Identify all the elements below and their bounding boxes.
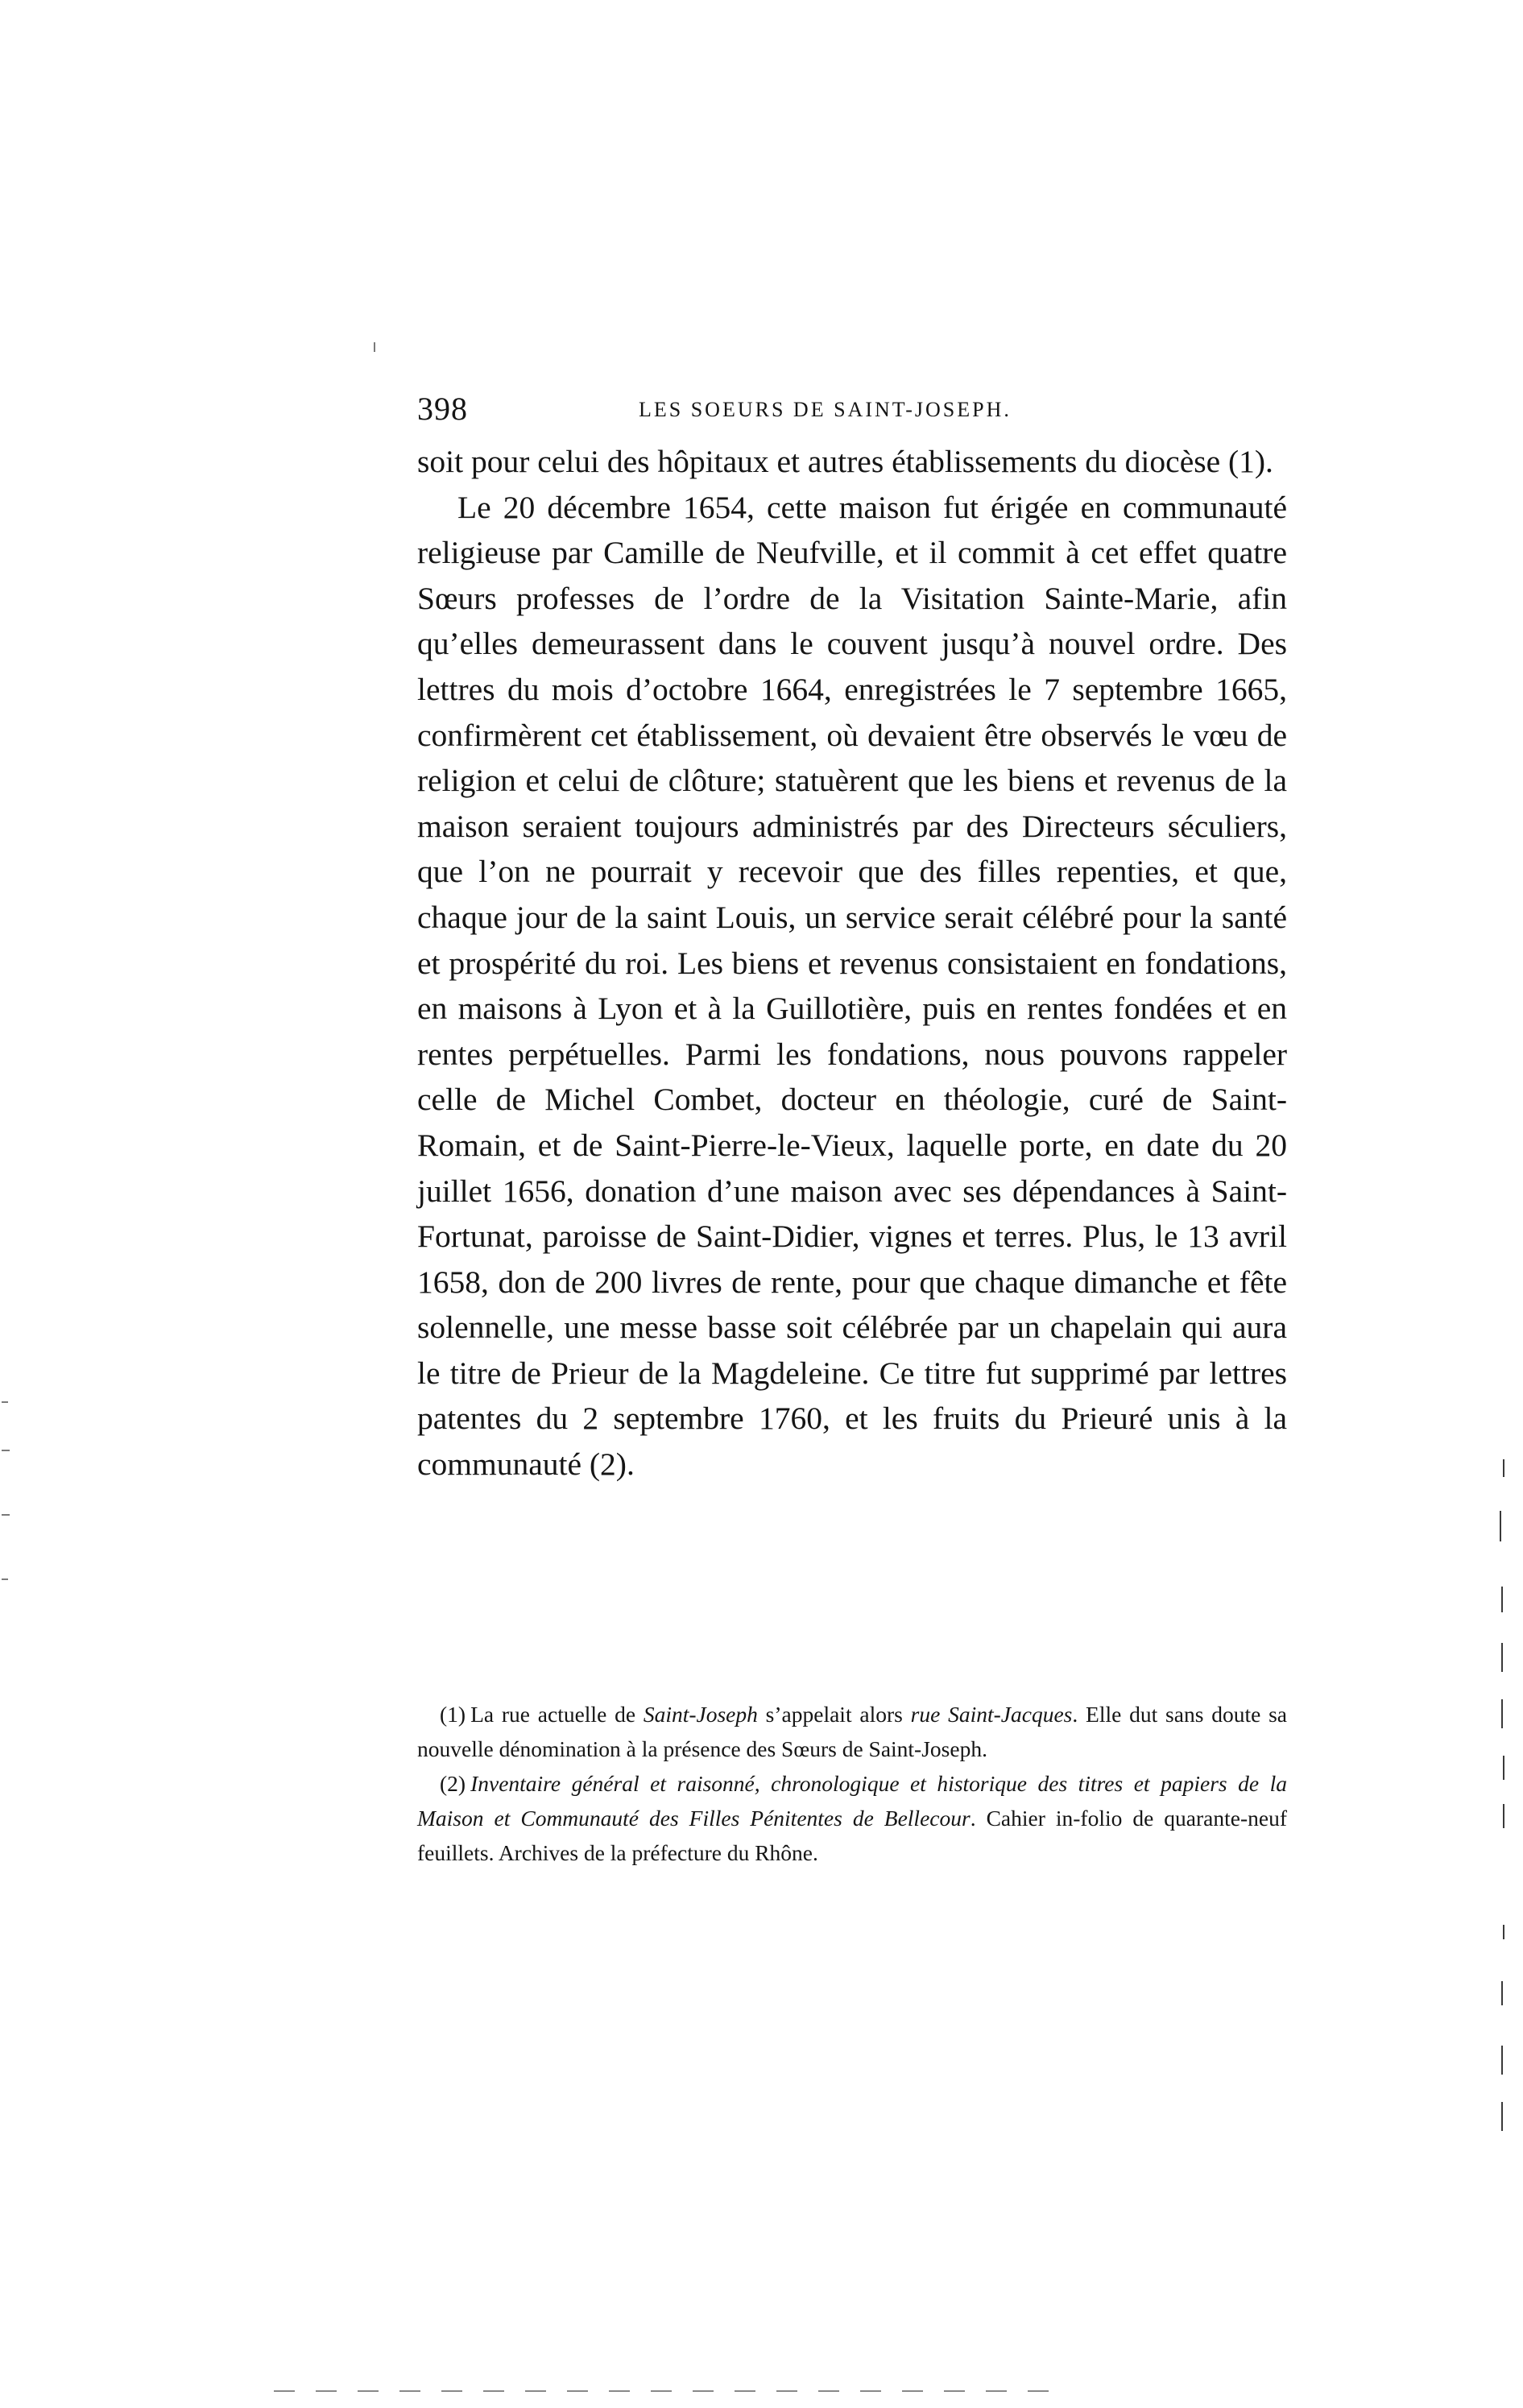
scan-margin-mark — [1503, 1756, 1504, 1780]
paragraph-continued: soit pour celui des hôpitaux et autres établissements du diocèse (1). — [417, 444, 1273, 479]
footnote-1 — [417, 1697, 1287, 1766]
scan-edge-mark — [2, 1514, 10, 1516]
running-title: LES SOEURS DE SAINT-JOSEPH. — [639, 398, 1012, 421]
footnote-text: . Elle dut sans doute sa nouvelle dénomination à la présence des Sœurs de Saint-Joseph. — [417, 1702, 1287, 1761]
scan-margin-mark — [1501, 1699, 1503, 1728]
scan-margin-mark — [1503, 1459, 1504, 1477]
scan-margin-mark — [1501, 2102, 1503, 2131]
scan-margin-mark — [1500, 1511, 1501, 1541]
footnote-text: . Cahier in-folio de quarante-neuf feuillets. Archives de la préfecture du Rhône. — [417, 1806, 1287, 1865]
footnote-marker: (1) — [440, 1702, 466, 1727]
footnote-italic: Saint-Joseph — [643, 1702, 758, 1727]
footnote-marker: (2) — [440, 1771, 466, 1796]
footnote-text: La rue actuelle de — [470, 1702, 644, 1727]
scan-edge-mark — [2, 1401, 8, 1403]
footnote-text: s’appelait alors — [757, 1702, 911, 1727]
scan-margin-mark — [1501, 1643, 1503, 1672]
scan-margin-mark — [1503, 1925, 1504, 1939]
scan-margin-mark — [1501, 2046, 1503, 2075]
footnote-italic: rue Saint-Jacques — [910, 1702, 1073, 1727]
scan-edge-mark — [2, 1578, 8, 1580]
scan-tick-mark — [374, 342, 375, 352]
scan-margin-mark — [1503, 1804, 1504, 1828]
body-text — [417, 439, 1287, 1487]
page-header — [417, 390, 1287, 430]
scan-margin-mark — [1501, 1981, 1503, 2005]
footnotes — [417, 1697, 1287, 1870]
footnote-2 — [417, 1766, 1287, 1870]
scan-margin-mark — [1501, 1587, 1503, 1612]
paragraph: Le 20 décembre 1654, cette maison fut érigée en communauté religieuse par Camille de Neufville, et il commit à cet effet quatre Sœurs professes de l’ordre de la Visitation Sainte-Marie, afin qu’elles demeurassent dans le couvent jusqu’à nouvel ordre. Des lettres du mois d’octobre 1664, enregistrées le 7 septembre 1665, confirmèrent cet établissement, où devaient être observés le vœu de religion et celui de clôture; statuèrent que les biens et revenus de la maison seraient toujours administrés par des Directeurs séculiers, que l’on ne pourrait y recevoir que des filles repenties, et que, chaque jour de la saint Louis, un service serait célébré pour la santé et prospérité du roi. Les biens et revenus consistaient en fondations, en maisons à Lyon et à la Guillotière, puis en rentes fondées et en rentes perpétuelles. Parmi les fondations, nous pouvons rappeler celle de Michel Combet, docteur en théologie, curé de Saint-Romain, et de Saint-Pierre-le-Vieux, laquelle porte, en date du 20 juillet 1656, donation d’une maison avec ses dépendances à Saint-Fortunat, paroisse de Saint-Didier, vignes et terres. Plus, le 13 avril 1658, don de 200 livres de rente, pour que chaque dimanche et fête solennelle, une messe basse soit célébrée par un chapelain qui aura le titre de Prieur de la Magdeleine. Ce titre fut supprimé par lettres patentes du 2 septembre 1760, et les fruits du Prieuré unis à la communauté (2). — [417, 489, 1287, 1483]
scan-edge-mark — [2, 1450, 10, 1451]
scan-bottom-rule — [274, 2390, 1063, 2392]
page-number: 398 — [417, 391, 468, 427]
footnote-italic: Inventaire général et raisonné, chronologique et historique des titres et papiers de la Maison et Communauté des Filles Pénitentes de Bellecour — [417, 1771, 1287, 1831]
